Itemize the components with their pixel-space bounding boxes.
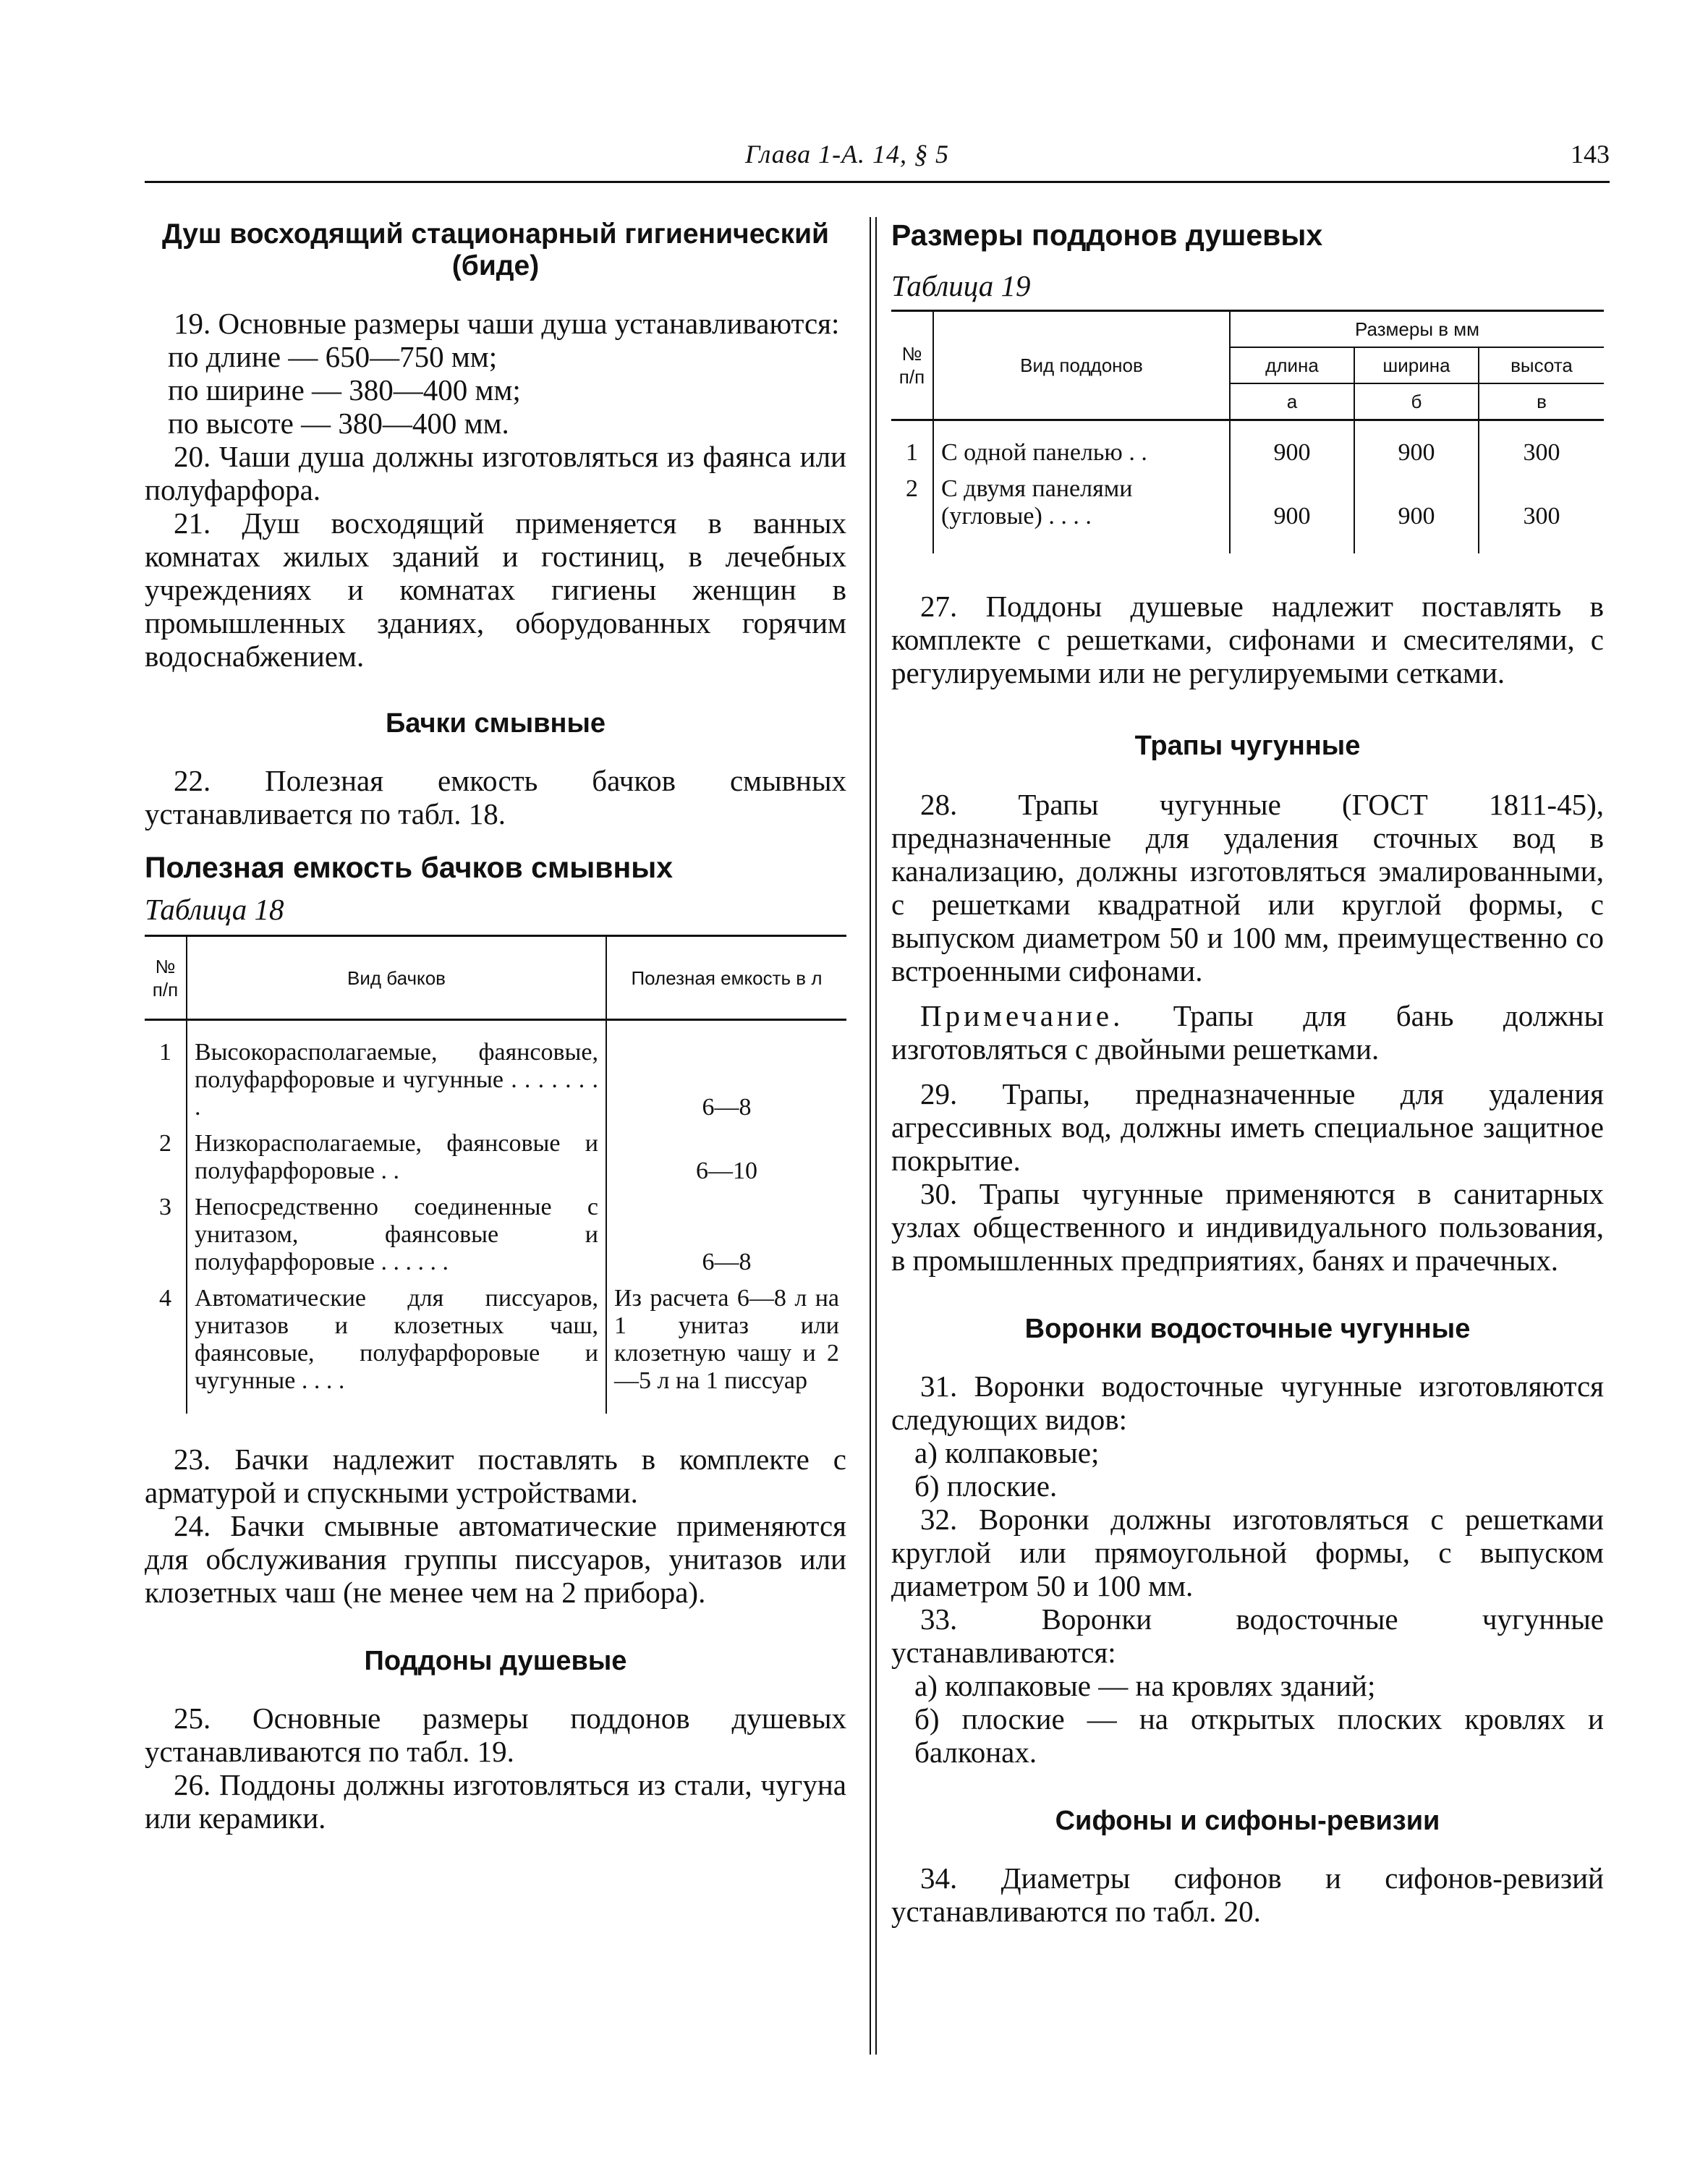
paragraph-19-height: по высоте — 380—400 мм. xyxy=(168,407,509,440)
page-header xyxy=(145,139,1610,182)
table-19-row-2-b: 900 xyxy=(1354,471,1479,535)
table-19-header-kind: Вид поддонов xyxy=(933,311,1230,420)
table-row xyxy=(891,435,1604,471)
table-row xyxy=(145,1126,846,1189)
table-19 xyxy=(891,310,1604,553)
paragraph-32: 32. Воронки должны изготовляться с решетками круглой или прямоугольной формы, с выпуском диаметром 50 и 100 мм. xyxy=(891,1502,1604,1602)
siphons-heading: Сифоны и сифоны-ревизии xyxy=(1055,1805,1440,1836)
table-18-row-4-kind: Автоматические для писсуаров, унитазов и клозетных чаш, фаянсовые, полуфарфоровые и чугунные . . . . xyxy=(187,1280,606,1399)
table-19-header-a: а xyxy=(1230,383,1354,420)
left-column xyxy=(145,217,846,1835)
table-19-row-1-b: 900 xyxy=(1354,435,1479,471)
table-18-row-2-n: 2 xyxy=(145,1126,187,1189)
table-18-label: Таблица 18 xyxy=(145,893,284,926)
paragraph-28: 28. Трапы чугунные (ГОСТ 1811-45), предназначенные для удаления сточных вод в канализацию, должны изготовляться эмалированными, с решетками квадратной или круглой формы, с выпуском диаметром 50 и 100 мм, преимущественно со встроенными сифонами. xyxy=(891,787,1604,987)
note-text: Трапы для бань должны изготовляться с двойными решетками. xyxy=(891,998,1604,1066)
table-18 xyxy=(145,935,846,1414)
table-19-row-1-kind: С одной панелью . . xyxy=(933,435,1230,471)
header-rule xyxy=(145,181,1610,183)
table-19-header-b: б xyxy=(1354,383,1479,420)
table-row xyxy=(145,1035,846,1126)
table-18-row-1-kind: Высокорасполагаемые, фаянсовые, полуфарфоровые и чугунные . . . . . . . . xyxy=(187,1035,606,1126)
table-18-row-2-capacity: 6—10 xyxy=(696,1157,757,1184)
right-column xyxy=(891,217,1604,1928)
paragraph-31-b: б) плоские. xyxy=(914,1469,1058,1503)
note-label: Примечание. xyxy=(920,998,1124,1032)
paragraph-19: 19. Основные размеры чаши душа устанавливаются: xyxy=(174,307,840,340)
paragraph-21: 21. Душ восходящий применяется в ванных комнатах жилых зданий и гостиниц, в лечебных учреждениях и комнатах гигиены женщин в промышленных зданиях, оборудованных горячим водоснабжением. xyxy=(145,506,846,673)
paragraph-22: 22. Полезная емкость бачков смывных устанавливается по табл. 18. xyxy=(145,764,846,831)
page-number: 143 xyxy=(1571,140,1610,169)
table-19-label: Таблица 19 xyxy=(891,269,1031,302)
table-row xyxy=(145,1189,846,1280)
table-18-row-3-capacity: 6—8 xyxy=(702,1248,752,1275)
table-18-row-2-kind: Низкорасполагаемые, фаянсовые и полуфарфоровые . . xyxy=(187,1126,606,1189)
table-19-header-height: высота xyxy=(1511,354,1573,376)
paragraph-30: 30. Трапы чугунные применяются в санитарных узлах общественного и индивидуального пользования, в промышленных предприятиях, банях и прачечных. xyxy=(891,1176,1604,1277)
table-19-row-1-a: 900 xyxy=(1230,435,1354,471)
table-19-header-width: ширина xyxy=(1354,347,1479,383)
table-18-header-n: № п/п xyxy=(145,936,187,1020)
paragraph-23: 23. Бачки надлежит поставлять в комплекте с арматурой и спускными устройствами. xyxy=(145,1442,846,1509)
table-19-header-n: № п/п xyxy=(891,311,933,420)
paragraph-24: 24. Бачки смывные автоматические применяются для обслуживания группы писсуаров, унитазов или клозетных чаш (не менее чем на 2 прибора). xyxy=(145,1508,846,1609)
table-19-row-2-kind: С двумя панелями (угловые) . . . . xyxy=(933,471,1230,535)
bidet-heading: Душ восходящий стационарный гигиенический (биде) xyxy=(161,218,830,281)
paragraph-31-a: а) колпаковые; xyxy=(914,1435,1100,1469)
paragraph-27: 27. Поддоны душевые надлежит поставлять в комплекте с решетками, сифонами и смесителями, с регулируемыми или не регулируемыми сетками. xyxy=(891,589,1604,689)
table-19-row-1-n: 1 xyxy=(891,435,933,471)
paragraph-19-width: по ширине — 380—400 мм; xyxy=(168,373,521,407)
traps-heading: Трапы чугунные xyxy=(1134,730,1361,761)
table-18-row-1-capacity: 6—8 xyxy=(702,1093,752,1121)
paragraph-31: 31. Воронки водосточные чугунные изготовляются следующих видов: xyxy=(891,1369,1604,1436)
table-18-row-4-n: 4 xyxy=(145,1280,187,1399)
table-18-row-4-capacity: Из расчета 6—8 л на 1 унитаз или клозетную чашу и 2—5 л на 1 писсуар xyxy=(614,1284,839,1394)
paragraph-34: 34. Диаметры сифонов и сифонов-ревизий устанавливаются по табл. 20. xyxy=(891,1861,1604,1928)
paragraph-20: 20. Чаши душа должны изготовляться из фаянса или полуфарфора. xyxy=(145,440,846,506)
paragraph-29: 29. Трапы, предназначенные для удаления агрессивных вод, должны иметь специальное защитное покрытие. xyxy=(891,1076,1604,1177)
table-18-caption: Полезная емкость бачков смывных xyxy=(145,851,674,884)
table-19-header-dims: Размеры в мм xyxy=(1354,318,1480,340)
paragraph-25: 25. Основные размеры поддонов душевых устанавливаются по табл. 19. xyxy=(145,1701,846,1768)
table-18-row-3-kind: Непосредственно соединенные с унитазом, фаянсовые и полуфарфоровые . . . . . . xyxy=(187,1189,606,1280)
table-18-row-3-n: 3 xyxy=(145,1189,187,1280)
table-19-row-2-a: 900 xyxy=(1230,471,1354,535)
chapter-title: Глава 1-А. 14, § 5 xyxy=(745,140,950,169)
table-19-row-1-c: 300 xyxy=(1523,438,1560,466)
paragraph-19-length: по длине — 650—750 мм; xyxy=(168,340,498,373)
table-19-caption: Размеры поддонов душевых xyxy=(891,218,1323,252)
table-row xyxy=(891,471,1604,535)
paragraph-26: 26. Поддоны должны изготовляться из стали, чугуна или керамики. xyxy=(145,1767,846,1835)
note xyxy=(891,999,1604,1066)
table-19-row-2-n: 2 xyxy=(891,471,933,535)
table-18-header-kind: Вид бачков xyxy=(187,936,606,1020)
paragraph-33-b: б) плоские — на открытых плоских кровлях и балконах. xyxy=(914,1702,1604,1769)
tanks-heading: Бачки смывные xyxy=(385,708,606,739)
trays-heading: Поддоны душевые xyxy=(364,1645,627,1676)
paragraph-33: 33. Воронки водосточные чугунные устанавливаются: xyxy=(891,1602,1604,1669)
paragraph-33-a: а) колпаковые — на кровлях зданий; xyxy=(914,1668,1376,1702)
table-18-row-1-n: 1 xyxy=(145,1035,187,1126)
funnels-heading: Воронки водосточные чугунные xyxy=(1024,1313,1471,1344)
table-19-header-c: в xyxy=(1537,391,1547,412)
table-19-row-2-c: 300 xyxy=(1523,502,1560,530)
table-19-header-length: длина xyxy=(1230,347,1354,383)
table-row xyxy=(145,1280,846,1399)
table-18-header-capacity: Полезная емкость в л xyxy=(631,967,823,989)
column-divider xyxy=(870,217,877,2055)
